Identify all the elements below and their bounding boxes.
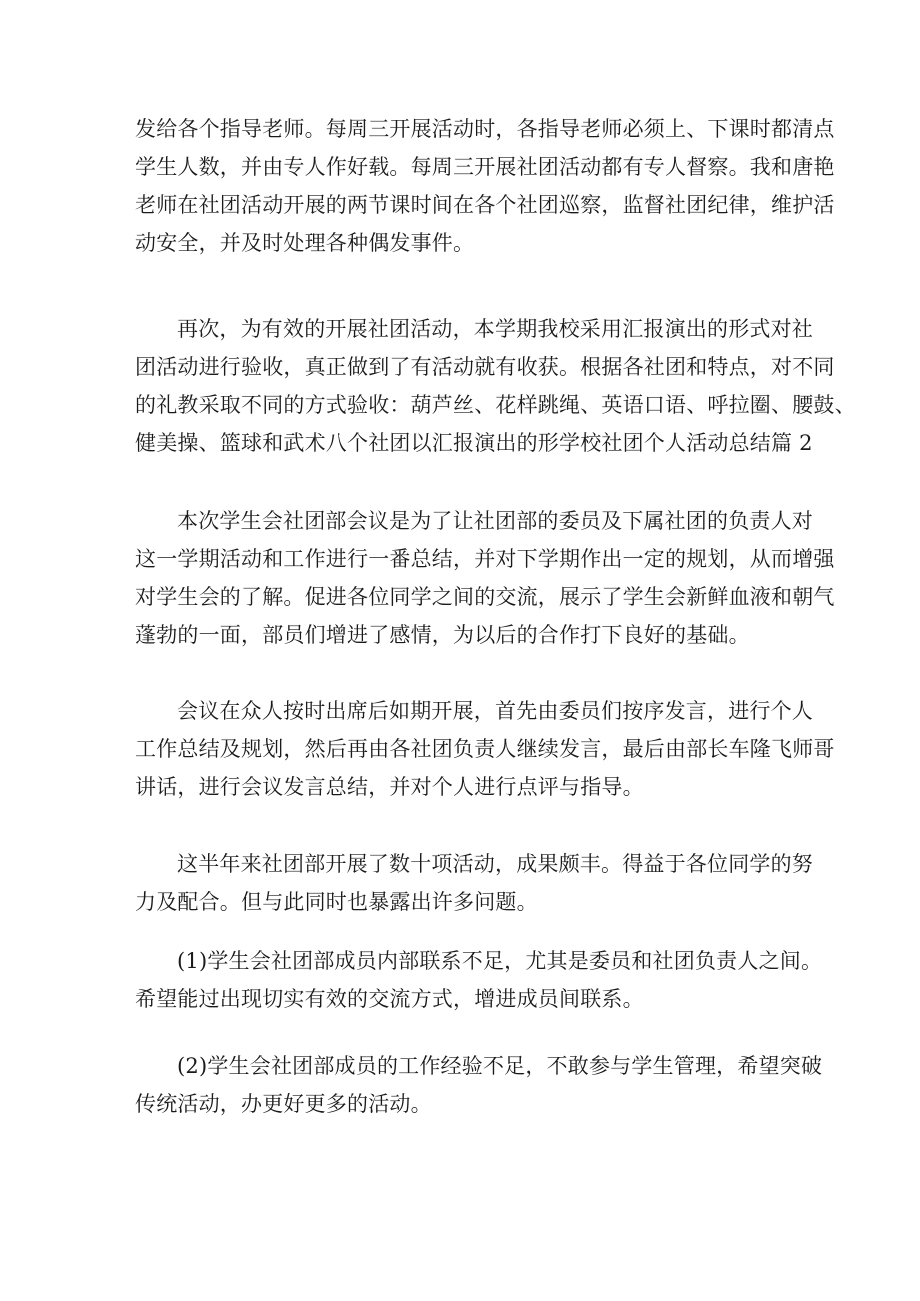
paragraph-line: 会议在众人按时出席后如期开展，首先由委员们按序发言，进行个人 (177, 699, 813, 723)
paragraph-line: 老师在社团活动开展的两节课时间在各个社团巡察，监督社团纪律，维护活 (135, 193, 835, 217)
paragraph-4 (135, 692, 835, 806)
paragraph-line: 学生人数，并由专人作好载。每周三开展社团活动都有专人督察。我和唐艳 (135, 155, 835, 179)
paragraph-line: 工作总结及规划，然后再由各社团负责人继续发言，最后由部长车隆飞师哥 (135, 737, 835, 761)
paragraph-line: 动安全，并及时处理各种偶发事件。 (135, 231, 475, 255)
paragraph-line: 再次，为有效的开展社团活动，本学期我校采用汇报演出的形式对社 (177, 317, 813, 341)
paragraph-line: 对学生会的了解。促进各位同学之间的交流，展示了学生会新鲜血液和朝气 (135, 585, 835, 609)
paragraph-7 (135, 1047, 823, 1123)
paragraph-line: (1)学生会社团部成员内部联系不足，尤其是委员和社团负责人之间。 (177, 949, 823, 973)
paragraph-line: 本次学生会社团部会议是为了让社团部的委员及下属社团的负责人对 (177, 509, 813, 533)
paragraph-line: 发给各个指导老师。每周三开展活动时，各指导老师必须上、下课时都清点 (135, 117, 835, 141)
paragraph-line: 希望能过出现切实有效的交流方式，增进成员间联系。 (135, 987, 644, 1011)
paragraph-1 (135, 110, 835, 262)
paragraph-line: 健美操、篮球和武术八个社团以汇报演出的形学校社团个人活动总结篇 2 (135, 431, 813, 455)
paragraph-line: 团活动进行验收，真正做到了有活动就有收获。根据各社团和特点，对不同 (135, 355, 835, 379)
paragraph-3 (135, 502, 835, 654)
paragraph-2 (135, 310, 856, 462)
paragraph-line: 这半年来社团部开展了数十项活动，成果颇丰。得益于各位同学的努 (177, 852, 813, 876)
paragraph-line: 传统活动，办更好更多的活动。 (135, 1092, 432, 1116)
paragraph-line: (2)学生会社团部成员的工作经验不足，不敢参与学生管理，希望突破 (177, 1054, 823, 1078)
paragraph-6 (135, 942, 823, 1018)
paragraph-line: 的礼教采取不同的方式验收：葫芦丝、花样跳绳、英语口语、呼拉圈、腰鼓、 (135, 393, 856, 417)
paragraph-5 (135, 845, 813, 921)
paragraph-line: 蓬勃的一面，部员们增进了感情，为以后的合作打下良好的基础。 (135, 623, 750, 647)
paragraph-line: 讲话，进行会议发言总结，并对个人进行点评与指导。 (135, 775, 644, 799)
paragraph-line: 这一学期活动和工作进行一番总结，并对下学期作出一定的规划，从而增强 (135, 547, 835, 571)
paragraph-line: 力及配合。但与此同时也暴露出许多问题。 (135, 890, 538, 914)
